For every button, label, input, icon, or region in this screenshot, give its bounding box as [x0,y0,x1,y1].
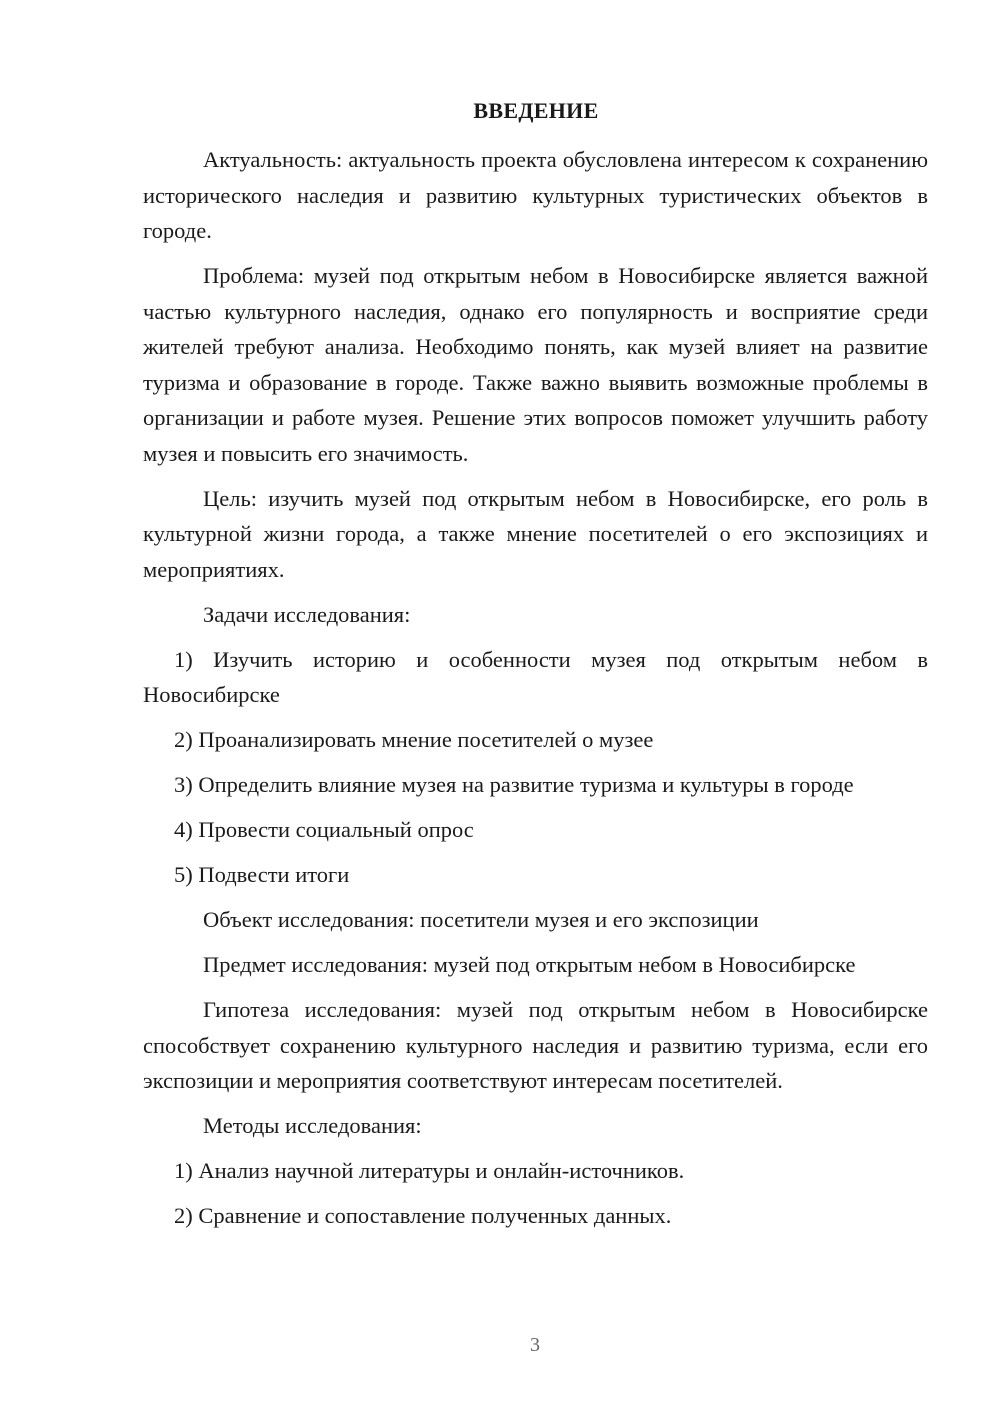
task-item-2: 2) Проанализировать мнение посетителей о музее [174,727,654,752]
section-heading: ВВЕДЕНИЕ [473,98,599,123]
method-item-2: 2) Сравнение и сопоставление полученных данных. [174,1203,672,1228]
paragraph-goal: Цель: изучить музей под открытым небом в Новосибирске, его роль в культурной жизни города, а также мнение посетителей о его экспозициях и мероприятиях. [143,485,928,582]
paragraph-hypothesis: Гипотеза исследования: музей под открытым небом в Новосибирске способствует сохранению культурного наследия и развитию туризма, если его экспозиции и мероприятия соответствуют интересам посетителей. [143,997,928,1093]
body-text [143,142,928,1243]
paragraph-methods-heading: Методы исследования: [203,1113,422,1138]
paragraph-object: Объект исследования: посетители музея и его экспозиции [203,907,759,932]
page-number: 3 [530,1334,540,1356]
paragraph-relevance: Актуальность: актуальность проекта обусловлена интересом к сохранению исторического наследия и развитию культурных туристических объектов в городе. [143,147,928,243]
task-item-1: 1) Изучить историю и особенности музея под открытым небом в Новосибирске [143,646,928,707]
task-item-5: 5) Подвести итоги [174,862,350,887]
paragraph-subject: Предмет исследования: музей под открытым небом в Новосибирске [203,952,856,977]
paragraph-problem: Проблема: музей под открытым небом в Новосибирске является важной частью культурного наследия, однако его популярность и восприятие среди жителей требуют анализа. Необходимо понять, как музей влияет на развитие туризма и образование в городе. Также важно выявить возможные проблемы в организации и работе музея. Решение этих вопросов поможет улучшить работу музея и повысить его значимость. [143,263,928,466]
task-item-3: 3) Определить влияние музея на развитие туризма и культуры в городе [174,772,854,797]
task-item-4: 4) Провести социальный опрос [174,817,474,842]
method-item-1: 1) Анализ научной литературы и онлайн-источников. [174,1158,685,1183]
paragraph-tasks-heading: Задачи исследования: [203,601,411,627]
